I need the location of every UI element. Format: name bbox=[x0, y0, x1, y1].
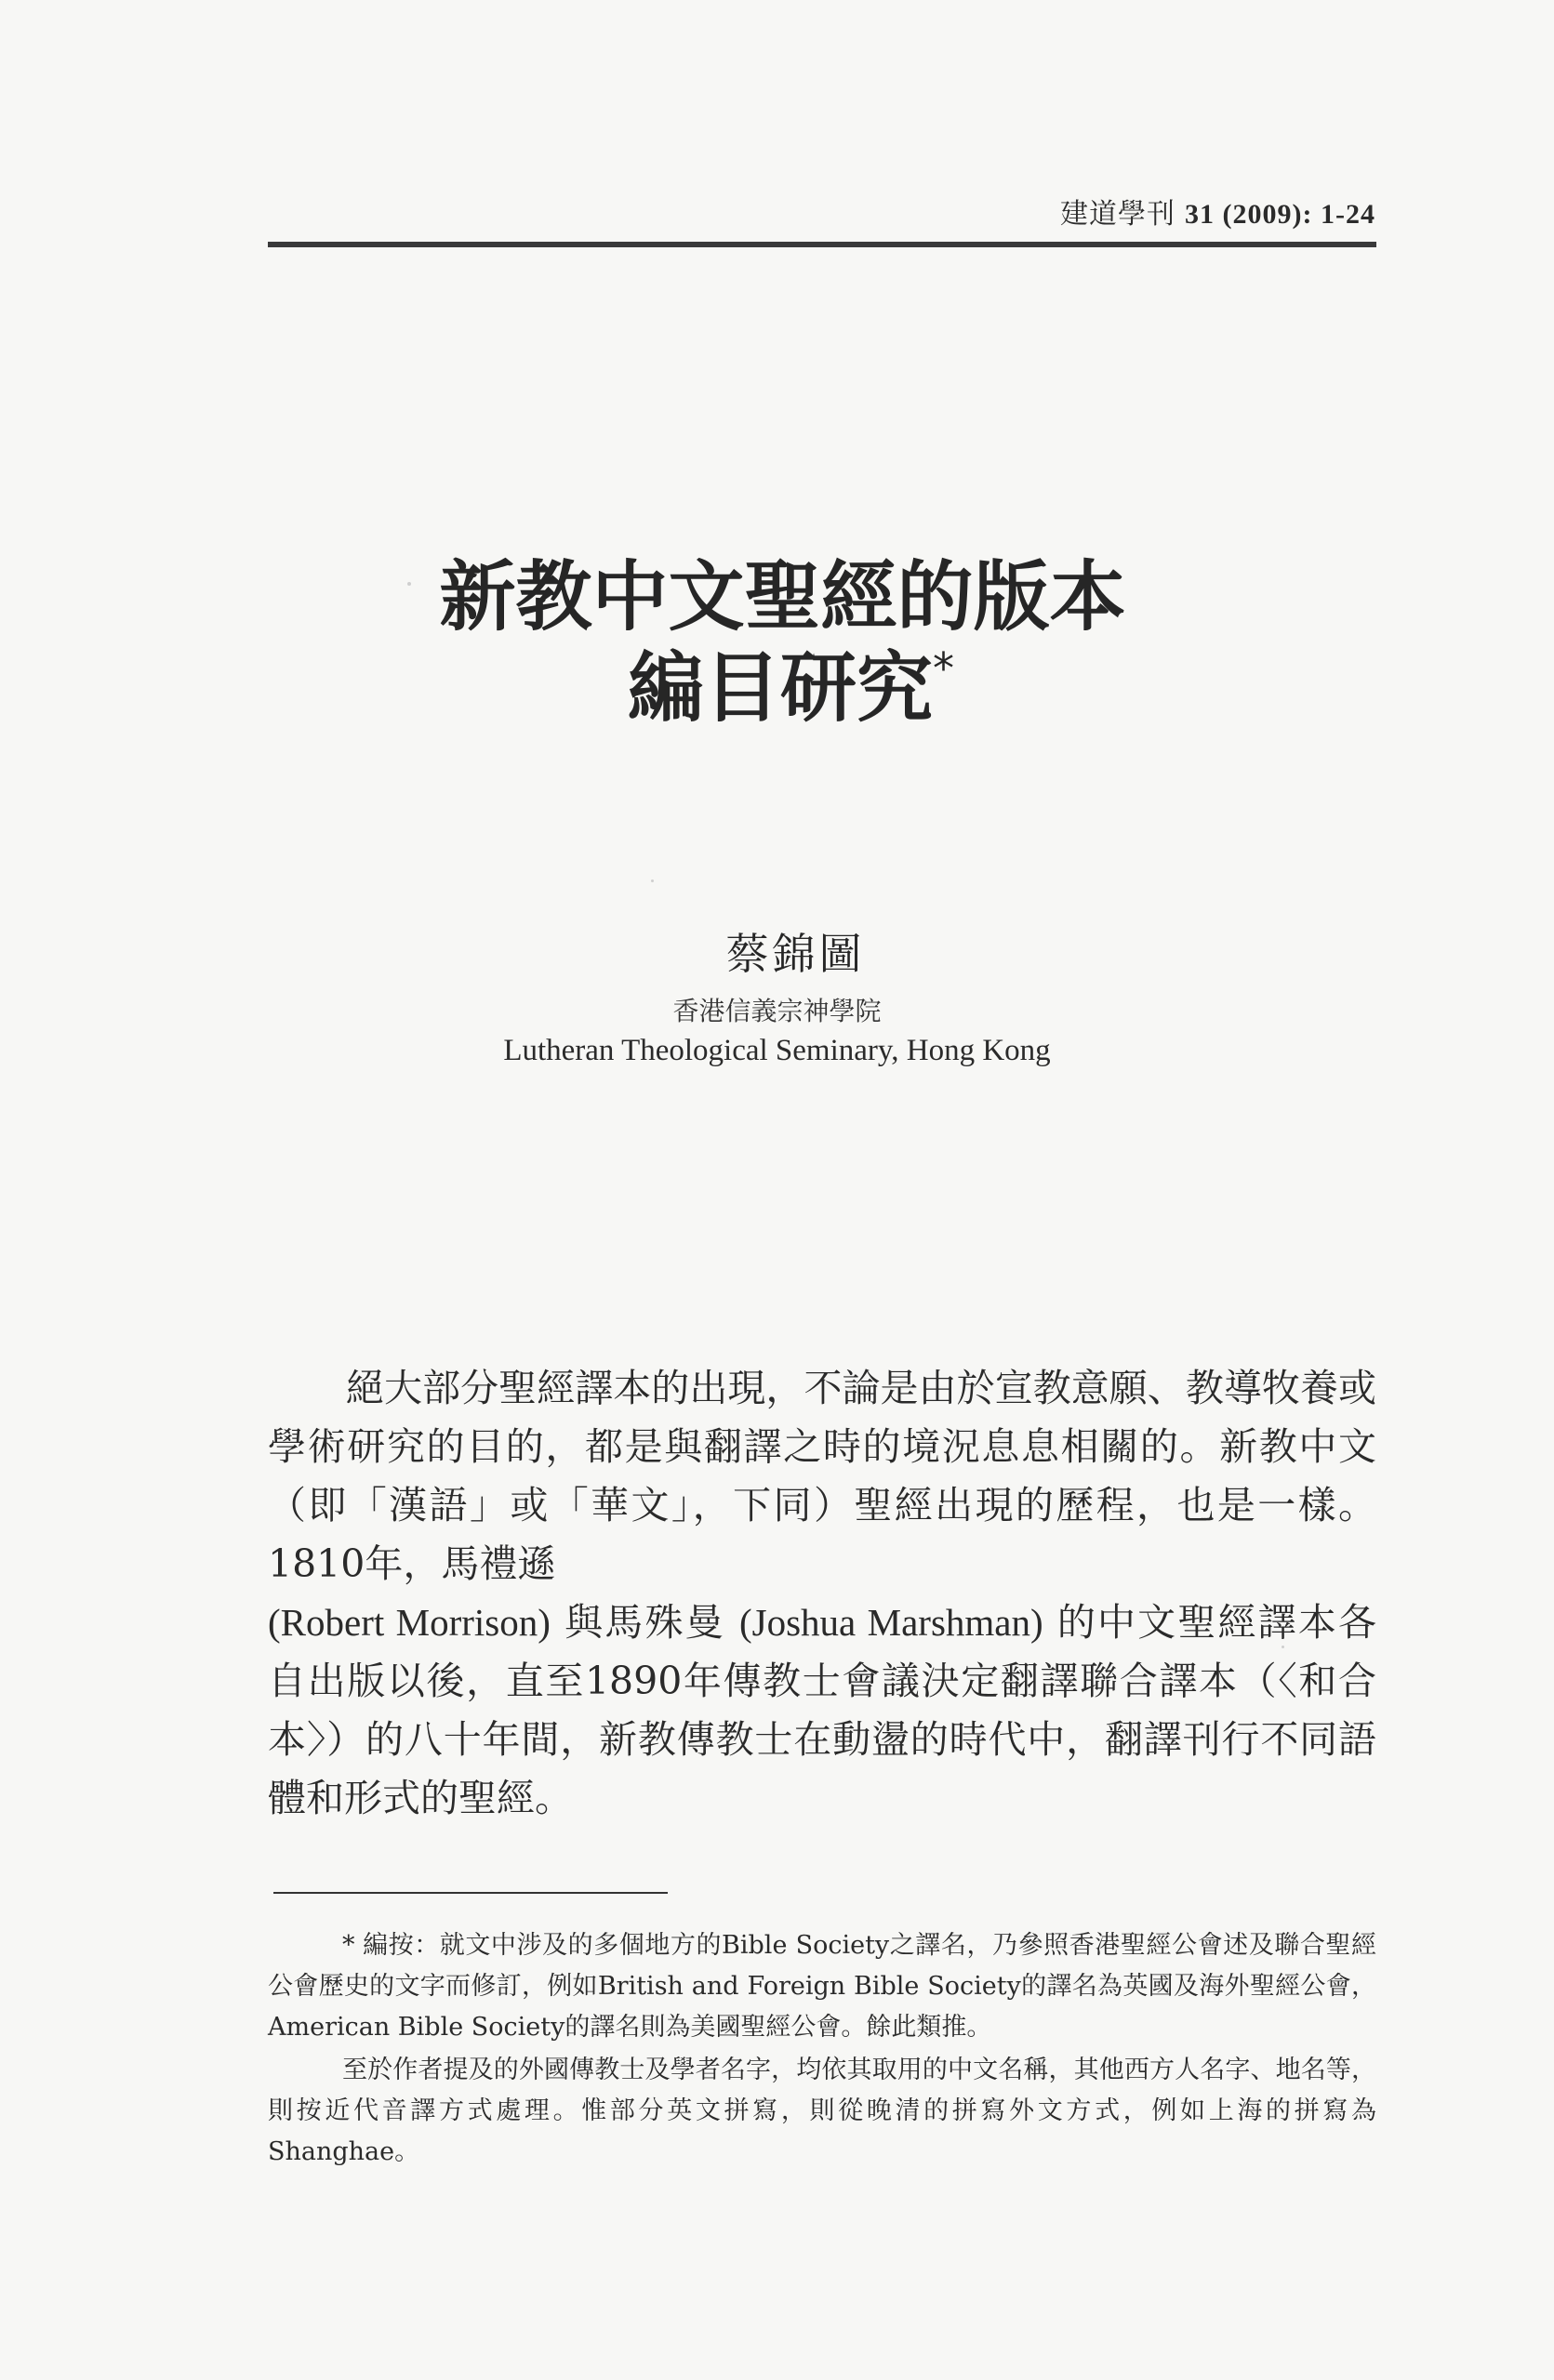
abstract-text-1: 絕大部分聖經譯本的出現，不論是由於宣教意願、教導牧養或學術研究的目的，都是與翻譯之時的境況息息相關的。新教中文（即「漢語」或「華文」，下同）聖經出現的歷程，也是一樣。1810年，馬禮遜 bbox=[268, 1366, 1376, 1586]
footnote-names: 至於作者提及的外國傳教士及學者名字，均依其取用的中文名稱，其他西方人名字、地名等，則按近代音譯方式處理。惟部分英文拼寫，則從晚清的拼寫外文方式，例如上海的拼寫為Shanghae。 bbox=[268, 2056, 1376, 2166]
header-rule bbox=[268, 242, 1376, 247]
title-footnote-mark: * bbox=[933, 643, 954, 694]
abstract-english-name-1: (Robert Morrison) bbox=[268, 1601, 551, 1644]
footnote-mark: * bbox=[342, 1931, 355, 1960]
author-name: 蔡錦圖 bbox=[725, 929, 866, 979]
scan-speck bbox=[651, 879, 654, 882]
title-line-1: 新教中文聖經的版本 bbox=[439, 553, 1126, 641]
footnote-rule bbox=[273, 1892, 668, 1894]
footnote-editorial bbox=[268, 1925, 1376, 2048]
footnote-editorial-text: 編按：就文中涉及的多個地方的Bible Society之譯名，乃參照香港聖經公會述及聯合聖經公會歷史的文字而修訂，例如British and Foreign Bible Society的譯名為英國及海外聖經公會，American Bible Society的譯名則為美國聖經公會。餘此類推。 bbox=[268, 1931, 1376, 2042]
running-header bbox=[1060, 191, 1375, 231]
affiliation-chinese: 香港信義宗神學院 bbox=[672, 996, 882, 1026]
abstract-english-name-2: (Joshua Marshman) bbox=[738, 1601, 1043, 1644]
abstract-paragraph bbox=[268, 1359, 1376, 1828]
abstract-text-2: 與馬殊曼 bbox=[564, 1600, 725, 1645]
title-line-2-text: 編目研究 bbox=[627, 644, 933, 733]
article-title bbox=[0, 552, 1554, 734]
journal-citation: 31 (2009): 1-24 bbox=[1185, 199, 1375, 230]
abstract-text-3: 的中文聖經譯本各自出版以後，直至1890年傳教士會議決定翻譯聯合譯本（〈和合本〉）的八十年間，新教傳教士在動盪的時代中，翻譯刊行不同語體和形式的聖經。 bbox=[268, 1600, 1376, 1820]
affiliation-english: Lutheran Theological Seminary, Hong Kong bbox=[503, 1034, 1051, 1067]
title-line-2 bbox=[0, 643, 1554, 734]
journal-name: 建道學刊 bbox=[1060, 198, 1176, 231]
scan-speck bbox=[407, 582, 411, 586]
scan-speck bbox=[1282, 1646, 1284, 1648]
